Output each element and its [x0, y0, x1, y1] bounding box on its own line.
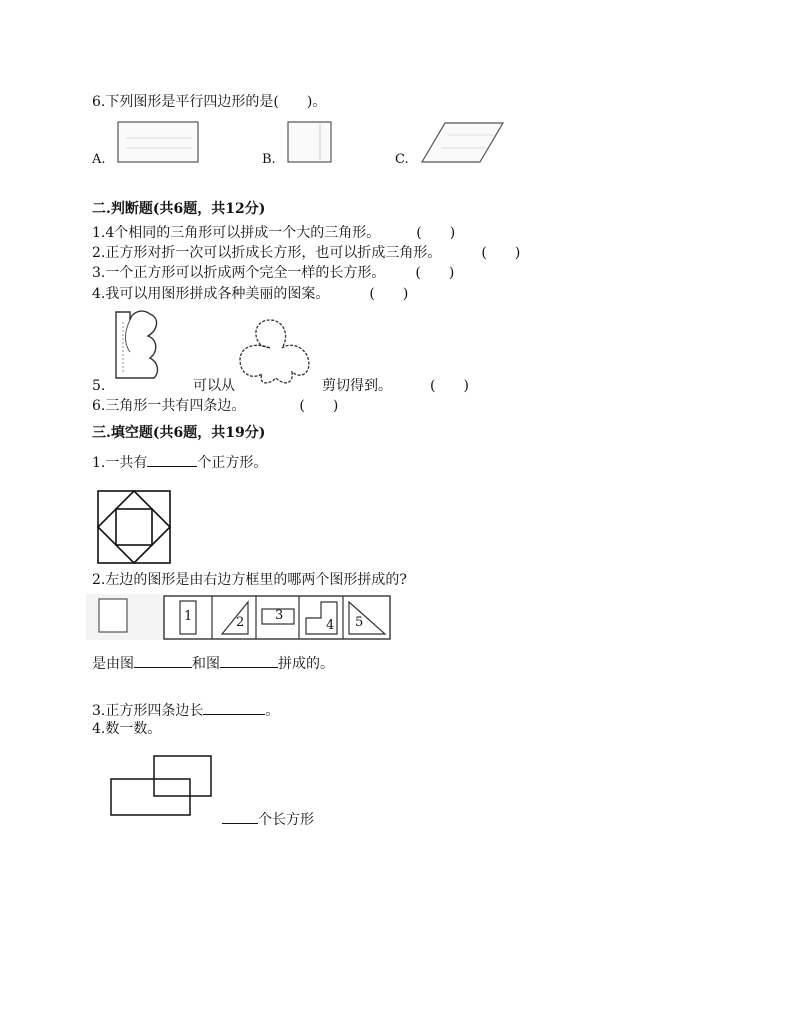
judge-item-3-paren[interactable]: ( )	[415, 265, 455, 281]
fill-item-4-blank[interactable]	[222, 809, 258, 824]
shape-label-1: 1	[184, 609, 193, 624]
fill-item-1-pre: 1.一共有	[92, 455, 148, 471]
section-3-header: 三.填空题(共6题，共19分)	[92, 425, 266, 441]
fill-item-2-answer-mid: 和图	[192, 656, 220, 672]
shape-label-4: 4	[326, 618, 335, 633]
fill-item-1-post: 个正方形。	[197, 455, 268, 471]
judge-item-3-text: 3.一个正方形可以折成两个完全一样的长方形。	[92, 265, 386, 281]
option-a-label: A.	[92, 152, 106, 167]
judge-item-4-text: 4.我可以用图形拼成各种美丽的图案。	[92, 286, 330, 302]
shape-label-3: 3	[275, 608, 284, 623]
shape-label-2: 2	[236, 615, 245, 630]
judge-item-6-paren[interactable]: ( )	[299, 398, 339, 414]
judge-item-1-paren[interactable]: ( )	[416, 225, 456, 241]
option-c-label: C.	[395, 152, 409, 167]
fill-item-3-post: 。	[265, 703, 280, 719]
fill-item-2-answer-post: 拼成的。	[278, 656, 334, 672]
judge-item-1-text: 1.4个相同的三角形可以拼成一个大的三角形。	[92, 225, 381, 241]
fill-item-2-answer-pre: 是由图	[92, 656, 134, 672]
judge-item-4-paren[interactable]: ( )	[369, 286, 409, 302]
judge-item-6-text: 6.三角形一共有四条边。	[92, 398, 246, 414]
fill-item-4-answer	[222, 809, 314, 829]
judge-item-5-end: 剪切得到。	[322, 378, 392, 394]
section-2-header: 二.判断题(共6题，共12分)	[92, 201, 266, 217]
judge-item-5-paren[interactable]: ( )	[430, 378, 469, 394]
fill-item-2-question: 2.左边的图形是由右边方框里的哪两个图形拼成的?	[92, 572, 407, 588]
judge-item-2-text: 2.正方形对折一次可以折成长方形，也可以折成三角形。	[92, 245, 442, 261]
shape-label-5: 5	[355, 615, 364, 630]
q6-question: 6.下列图形是平行四边形的是( )。	[92, 94, 327, 110]
fill-item-3-pre: 3.正方形四条边长	[92, 703, 204, 719]
fill-item-4-post: 个长方形	[258, 812, 314, 828]
judge-item-5-num: 5.	[92, 378, 106, 394]
option-b-label: B.	[262, 152, 276, 167]
fill-item-4: 4.数一数。	[92, 721, 162, 737]
judge-item-5-mid: 可以从	[193, 378, 235, 394]
judge-item-2-paren[interactable]: ( )	[481, 245, 521, 261]
